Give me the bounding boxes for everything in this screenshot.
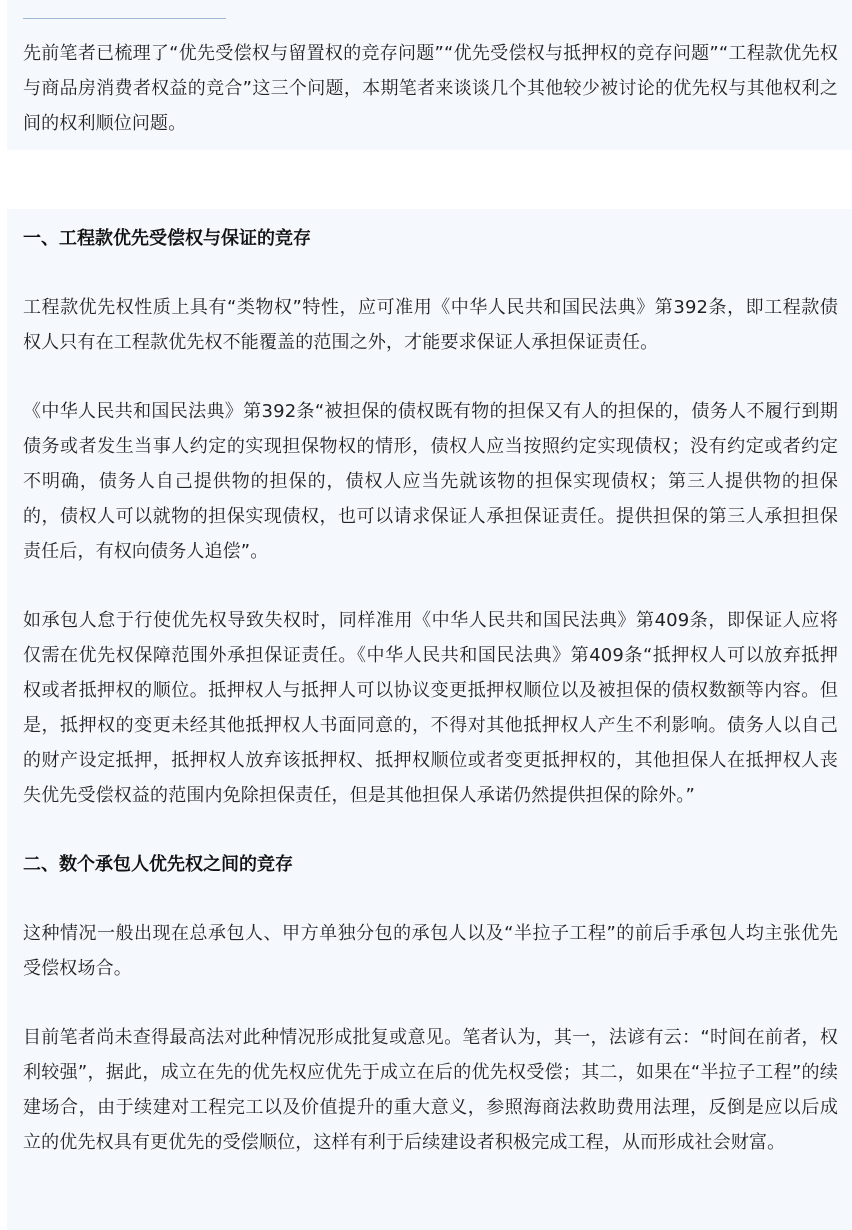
section-2-paragraph-2: 目前笔者尚未查得最高法对此种情况形成批复或意见。笔者认为，其一，法谚有云：“时间在前者，权利较强”，据此，成立在先的优先权应优先于成立在后的优先权受偿；其二，如果在“半拉子工程”的续建场合，由于续建对工程完工以及价值提升的重大意义，参照海商法救助费用法理，反倒是应以后成立的优先权具有更优先的受偿顺位，这样有利于后续建设者积极完成工程，从而形成社会财富。 <box>23 1027 838 1153</box>
section-1-paragraph-1: 工程款优先权性质上具有“类物权”特性，应可准用《中华人民共和国民法典》第392条，即工程款债权人只有在工程款优先权不能覆盖的范围之外，才能要求保证人承担保证责任。 <box>23 297 838 353</box>
section-2-paragraph-1: 这种情况一般出现在总承包人、甲方单独分包的承包人以及“半拉子工程”的前后手承包人均主张优先受偿权场合。 <box>23 923 838 979</box>
intro-paragraph: 先前笔者已梳理了“优先受偿权与留置权的竞存问题”“优先受偿权与抵押权的竞存问题”“工程款优先权与商品房消费者权益的竞合”这三个问题，本期笔者来谈谈几个其他较少被讨论的优先权与其他权利之间的权利顺位问题。 <box>23 43 838 134</box>
section-1-paragraph-3: 如承包人怠于行使优先权导致失权时，同样准用《中华人民共和国民法典》第409条，即保证人应将仅需在优先权保障范围外承担保证责任。《中华人民共和国民法典》第409条“抵押权人可以放弃抵押权或者抵押权的顺位。抵押权人与抵押人可以协议变更抵押权顺位以及被担保的债权数额等内容。但是，抵押权的变更未经其他抵押权人书面同意的，不得对其他抵押权人产生不利影响。债务人以自己的财产设定抵押，抵押权人放弃该抵押权、抵押权顺位或者变更抵押权的，其他担保人在抵押权人丧失优先受偿权益的范围内免除担保责任，但是其他担保人承诺仍然提供担保的除外。” <box>23 610 838 806</box>
intro-text-container <box>7 0 852 150</box>
article-content <box>23 221 838 1160</box>
article-body <box>7 209 852 1230</box>
section-2-heading: 二、数个承包人优先权之间的竞存 <box>23 854 293 875</box>
section-1-heading: 一、工程款优先受偿权与保证的竞存 <box>23 228 311 249</box>
section-1-paragraph-2: 《中华人民共和国民法典》第392条“被担保的债权既有物的担保又有人的担保的，债务人不履行到期债务或者发生当事人约定的实现担保物权的情形，债权人应当按照约定实现债权；没有约定或者约定不明确，债务人自己提供物的担保的，债权人应当先就该物的担保实现债权；第三人提供物的担保的，债权人可以就物的担保实现债权，也可以请求保证人承担保证责任。提供担保的第三人承担担保责任后，有权向债务人追偿”。 <box>23 401 838 562</box>
